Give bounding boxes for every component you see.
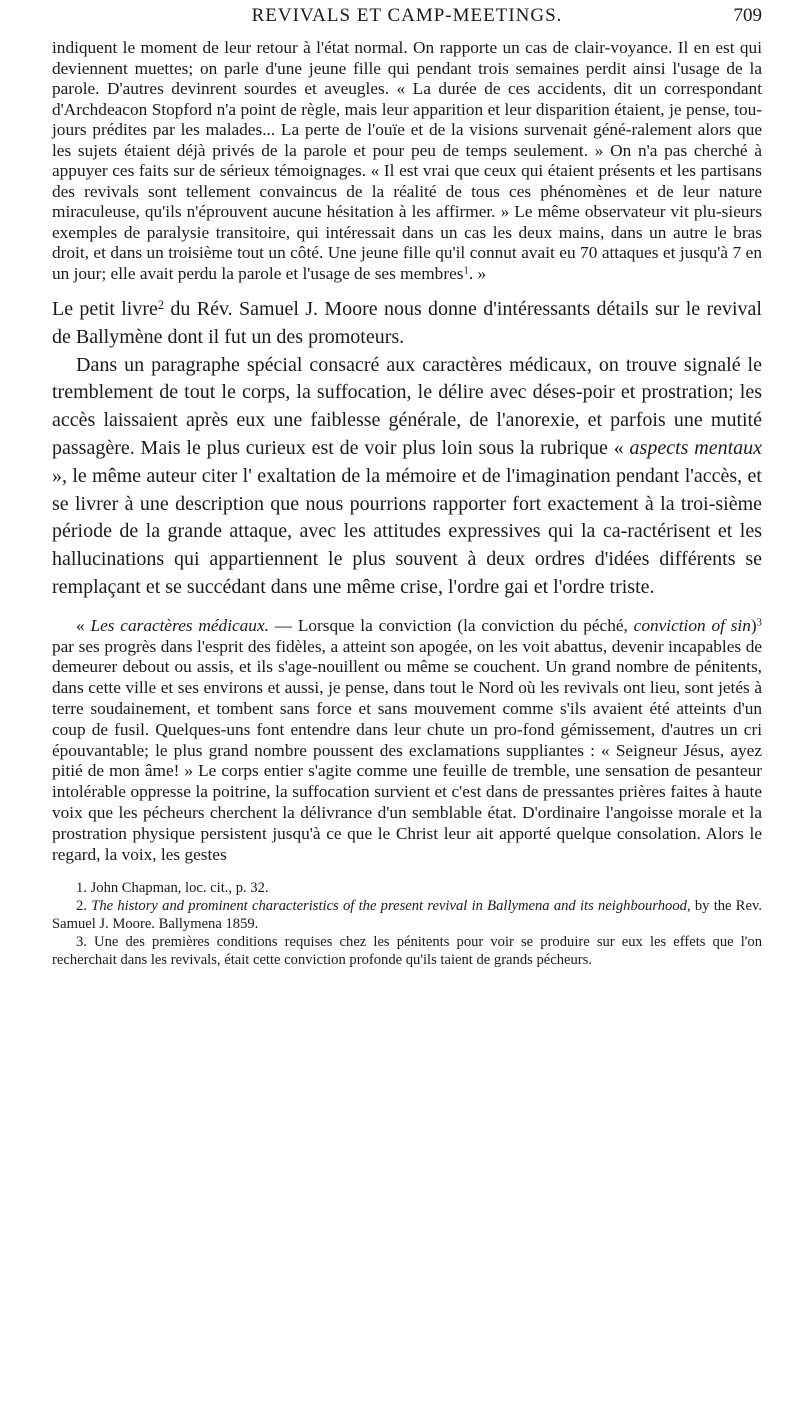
paragraph-medical-aspects <box>52 352 762 602</box>
footnote-2 <box>52 897 762 933</box>
quote-text-cont: par ses progrès dans l'esprit des fidèles, a atteint son apogée, on les voit abattus, devenir incapables de demeurer debout ou assis, et ils s'age-nouillent ou même se couchent. Un grand nombre de pénitents, dans cette ville et ses environs et aussi, je pense, dans tout le Nord où les revivals ont lieu, sont jetés à terre soudainement, et tombent sans force et sans mouvement comme s'ils avaient été atteints d'un coup de fusil. Quelques-uns font entendre dans leur chute un pro-fond gémissement, d'autres un cri épouvantable; le plus grand nombre poussent des exclamations suppliantes : « Seigneur Jésus, ayez pitié de mon âme! » Le corps entier s'agite comme une feuille de tremble, une sensation de pesanteur intolérable oppresse la poitrine, la suffocation survient et c'est dans de pressantes prières faites à haute voix que les pécheurs cherchent la délivrance d'un semblable état. D'ordinaire l'angoisse morale et la prostration physique persistent jusqu'à ce que le Christ leur ait apporté quelque consolation. Alors le regard, la voix, les gestes <box>52 636 762 864</box>
paragraph-text-cont: », le même auteur citer l' exaltation de la mémoire et de l'imagination pendant l'accès, et se livrer à une description que nous pourrions rapporter fort exactement à la troi-sième période de la grande attaque, avec les attitudes expressives qui la ca-ractérisent et les hallucinations qui appartiennent le plus souvent à deux ordres d'idées différents se remplaçant et se succédant dans une même crise, l'ordre gai et l'ordre triste. <box>52 464 762 598</box>
running-head: REVIVALS ET CAMP-MEETINGS. <box>251 5 563 26</box>
quote-heading: Les caractères médicaux. <box>90 615 269 635</box>
footnote-ref-3: 3 <box>756 616 762 629</box>
page-number: 709 <box>733 5 762 26</box>
quote-emphasis: conviction of sin <box>633 615 751 635</box>
paragraph-text: Le petit livre <box>52 298 158 320</box>
footnote-2-title: The history and prominent characteristics of the present revival in Ballymena and its neighbourhood, <box>91 898 691 915</box>
quote-open: « <box>76 615 91 635</box>
paragraph-text-end: . » <box>468 263 487 283</box>
footnote-3: 3. Une des premières conditions requises chez les pénitents pour voir se produire sur eux les effets que l'on recherchait dans les revivals, était cette conviction profonde qu'ils taient de grands pécheurs. <box>52 934 762 969</box>
quote-text-close-paren: ) <box>750 615 757 635</box>
footnote-ref-2: 2 <box>157 297 165 312</box>
footnote-1: 1. John Chapman, loc. cit., p. 32. <box>76 880 269 897</box>
paragraph-text-cont: du Rév. Samuel J. Moore nous donne d'intéressants détails sur le revival de Ballymène dont il fut un des promoteurs. <box>52 298 762 348</box>
paragraph-text: indiquent le moment de leur retour à l'état normal. On rapporte un cas de clair-voyance. Il en est qui deviennent muettes; on parle d'une jeune fille qui pendant trois semaines perdit ainsi l'usage de la parole. D'autres devinrent sourdes et aveugles. « La durée de ces accidents, dit un correspondant d'Archdeacon Stopford n'a point de règle, mais leur apparition et leur disparition étaient, je pense, tou-jours prédites par les malades... La perte de l'ouïe et de la visions survenait géné-ralement alors que les sujets étaient déjà privés de la parole et pour peu de temps seulement. » On n'a pas cherché à appuyer ces faits sur de sérieux témoignages. « Il est vrai que ceux qui étaient présents et les partisans des revivals sont tellement convaincus de la réalité de tous ces phénomènes et de leur nature miraculeuse, qu'ils n'éprouvent aucune hésitation à les affirmer. » Le même observateur vit plu-sieurs exemples de paralysie transitoire, qui intéressait dans un cas les deux mains, dans un autre le bras droit, et dans un troisième tout un côté. Une jeune fille qu'il connut avait eu 70 attaques et jusqu'à 7 en un jour; elle avait perdu la parole et l'usage de ses membres <box>52 38 762 283</box>
footnote-2-text: by the Rev. Samuel J. Moore. Ballymena 1859. <box>52 898 762 933</box>
paragraph-continued <box>52 38 762 284</box>
footnote-ref-1: 1 <box>463 264 469 277</box>
paragraph-moore-book <box>52 296 762 352</box>
emphasis-text: aspects mentaux <box>629 436 763 459</box>
footnote-2-number: 2. <box>76 898 92 915</box>
page-header <box>52 0 762 30</box>
paragraph-text: Dans un paragraphe spécial consacré aux caractères médicaux, on trouve signalé le tremblement de tout le corps, la suffocation, le délire avec déses-poir et prostration; les accès laissaient après eux une faiblesse générale, de l'anorexie, et parfois une mutité passagère. Mais le plus curieux est de voir plus loin sous la rubrique « <box>52 353 762 459</box>
quote-text: — Lorsque la conviction (la conviction du péché, <box>268 615 634 635</box>
block-quote <box>52 616 762 866</box>
footnotes <box>52 879 762 969</box>
